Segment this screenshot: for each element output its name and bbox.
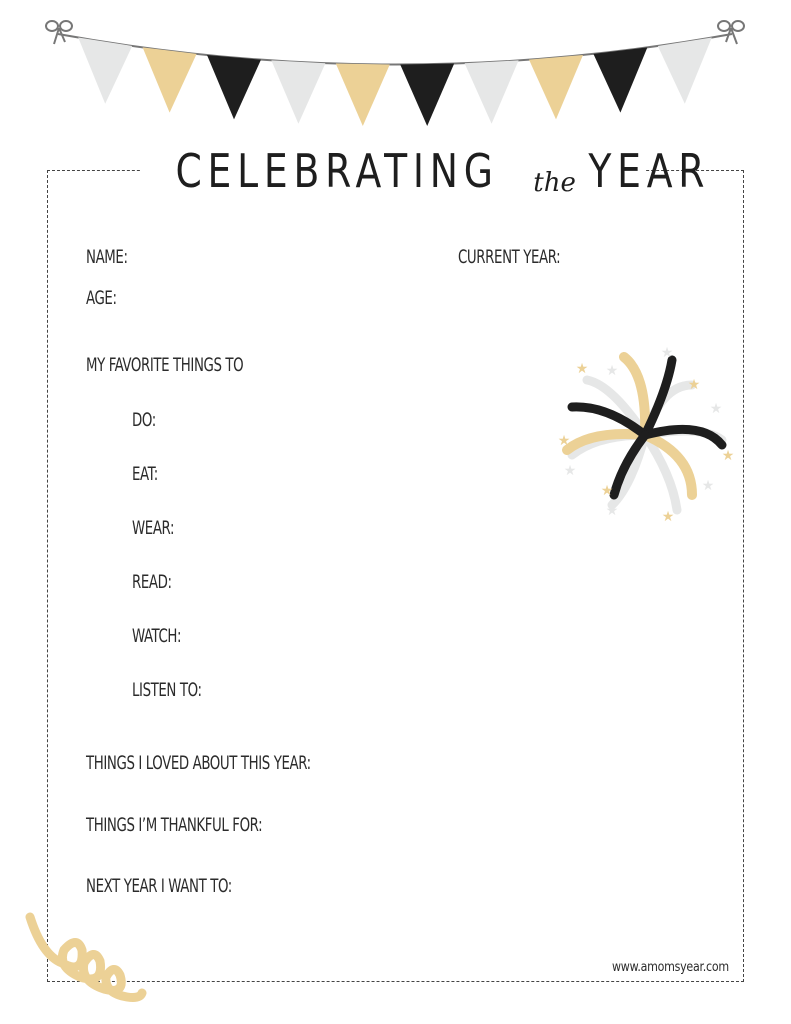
pennant-flag bbox=[529, 55, 583, 119]
svg-text:★: ★ bbox=[661, 509, 675, 525]
svg-text:★: ★ bbox=[563, 463, 577, 479]
favorites-heading: MY FAVORITE THINGS TO bbox=[86, 354, 244, 376]
pennant-flag bbox=[465, 60, 519, 123]
next-year-prompt: NEXT YEAR I WANT TO: bbox=[86, 875, 232, 897]
svg-text:★: ★ bbox=[600, 483, 614, 499]
pennant-flag bbox=[143, 47, 197, 112]
pennant-flag bbox=[336, 64, 390, 126]
favorite-item-watch: WATCH: bbox=[132, 625, 182, 647]
pennant-flag bbox=[593, 47, 647, 112]
loved-prompt: THINGS I LOVED ABOUT THIS YEAR: bbox=[86, 752, 311, 774]
favorite-item-eat: EAT: bbox=[132, 463, 158, 485]
fireworks-icon bbox=[552, 345, 738, 525]
favorite-item-read: READ: bbox=[132, 571, 172, 593]
pennant-banner-icon bbox=[0, 0, 791, 140]
svg-text:★: ★ bbox=[701, 478, 715, 494]
favorite-item-listen: LISTEN TO: bbox=[132, 679, 202, 701]
right-bow-icon bbox=[718, 21, 744, 44]
pennant-flag bbox=[400, 64, 454, 126]
name-field-label: NAME: bbox=[86, 246, 128, 268]
favorite-item-wear: WEAR: bbox=[132, 517, 175, 539]
page-title bbox=[140, 140, 711, 202]
pennant-flag bbox=[658, 38, 712, 104]
svg-text:★: ★ bbox=[557, 433, 571, 449]
svg-text:★: ★ bbox=[605, 363, 619, 379]
pennant-flag bbox=[207, 55, 261, 119]
pennant-flag bbox=[78, 38, 132, 104]
svg-text:★: ★ bbox=[687, 377, 701, 393]
pennant-flag bbox=[271, 60, 325, 123]
favorite-item-do: DO: bbox=[132, 409, 156, 431]
svg-text:★: ★ bbox=[721, 448, 735, 464]
title-part-1: CELEBRATING bbox=[175, 144, 499, 198]
svg-text:★: ★ bbox=[575, 361, 589, 377]
thankful-prompt: THINGS I’M THANKFUL FOR: bbox=[86, 814, 263, 836]
left-bow-icon bbox=[46, 21, 72, 44]
svg-text:★: ★ bbox=[709, 401, 723, 417]
website-url: www.amomsyear.com bbox=[612, 960, 729, 975]
confetti-streamer-icon bbox=[22, 905, 152, 1015]
title-connector: the bbox=[533, 167, 576, 198]
title-part-2: YEAR bbox=[588, 144, 711, 198]
current-year-field-label: CURRENT YEAR: bbox=[458, 246, 561, 268]
svg-text:★: ★ bbox=[605, 503, 619, 519]
svg-text:★: ★ bbox=[660, 345, 674, 361]
age-field-label: AGE: bbox=[86, 287, 117, 309]
